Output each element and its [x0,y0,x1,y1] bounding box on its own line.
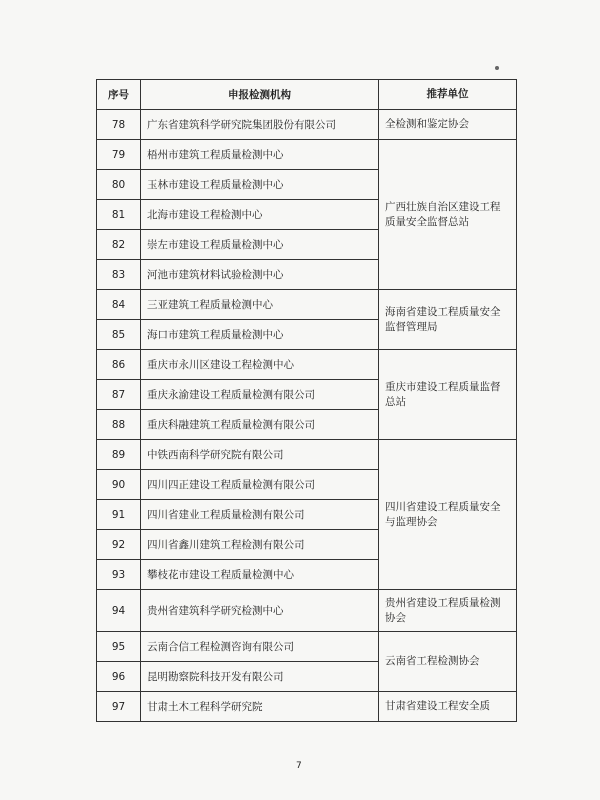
row-number: 79 [97,140,141,170]
recommender-cell: 广西壮族自治区建设工程质量安全监督总站 [379,140,517,290]
institution-name: 重庆科融建筑工程质量检测有限公司 [141,410,379,440]
row-number: 89 [97,440,141,470]
header-recommender: 推荐单位 [379,80,517,110]
institution-name: 重庆市永川区建设工程检测中心 [141,350,379,380]
institution-name: 四川省鑫川建筑工程检测有限公司 [141,530,379,560]
institution-name: 河池市建筑材料试验检测中心 [141,260,379,290]
row-number: 85 [97,320,141,350]
recommender-cell: 云南省工程检测协会 [379,632,517,692]
institution-name: 甘肃土木工程科学研究院 [141,692,379,722]
header-no: 序号 [97,80,141,110]
row-number: 96 [97,662,141,692]
table-row [97,692,517,722]
recommender-cell: 四川省建设工程质量安全与监理协会 [379,440,517,590]
recommender-cell: 全检测和鉴定协会 [379,110,517,140]
row-number: 92 [97,530,141,560]
table-row [97,290,517,320]
institution-name: 海口市建筑工程质量检测中心 [141,320,379,350]
row-number: 90 [97,470,141,500]
row-number: 83 [97,260,141,290]
table-row [97,632,517,662]
institution-name: 梧州市建筑工程质量检测中心 [141,140,379,170]
recommender-cell: 贵州省建设工程质量检测协会 [379,590,517,632]
institution-name: 云南合信工程检测咨询有限公司 [141,632,379,662]
row-number: 86 [97,350,141,380]
scan-mark [495,66,499,70]
institution-name: 重庆永渝建设工程质量检测有限公司 [141,380,379,410]
row-number: 94 [97,590,141,632]
row-number: 82 [97,230,141,260]
institution-name: 四川省建业工程质量检测有限公司 [141,500,379,530]
table-header-row [97,80,517,110]
institution-name: 崇左市建设工程质量检测中心 [141,230,379,260]
row-number: 81 [97,200,141,230]
row-number: 97 [97,692,141,722]
row-number: 88 [97,410,141,440]
recommender-cell: 甘肃省建设工程安全质 [379,692,517,722]
recommender-cell: 重庆市建设工程质量监督总站 [379,350,517,440]
institution-name: 北海市建设工程检测中心 [141,200,379,230]
table-row [97,110,517,140]
institution-name: 攀枝花市建设工程质量检测中心 [141,560,379,590]
table-row [97,440,517,470]
institution-name: 昆明勘察院科技开发有限公司 [141,662,379,692]
row-number: 87 [97,380,141,410]
institution-name: 贵州省建筑科学研究检测中心 [141,590,379,632]
row-number: 84 [97,290,141,320]
header-institution: 申报检测机构 [141,80,379,110]
institution-name: 四川四正建设工程质量检测有限公司 [141,470,379,500]
institution-name: 广东省建筑科学研究院集团股份有限公司 [141,110,379,140]
institution-name: 中铁西南科学研究院有限公司 [141,440,379,470]
table-row [97,590,517,632]
row-number: 91 [97,500,141,530]
row-number: 80 [97,170,141,200]
recommender-cell: 海南省建设工程质量安全监督管理局 [379,290,517,350]
row-number: 95 [97,632,141,662]
page-number: 7 [296,761,302,771]
institution-name: 玉林市建设工程质量检测中心 [141,170,379,200]
row-number: 93 [97,560,141,590]
table-row [97,350,517,380]
institution-table [96,79,517,722]
row-number: 78 [97,110,141,140]
institution-name: 三亚建筑工程质量检测中心 [141,290,379,320]
table-row [97,140,517,170]
